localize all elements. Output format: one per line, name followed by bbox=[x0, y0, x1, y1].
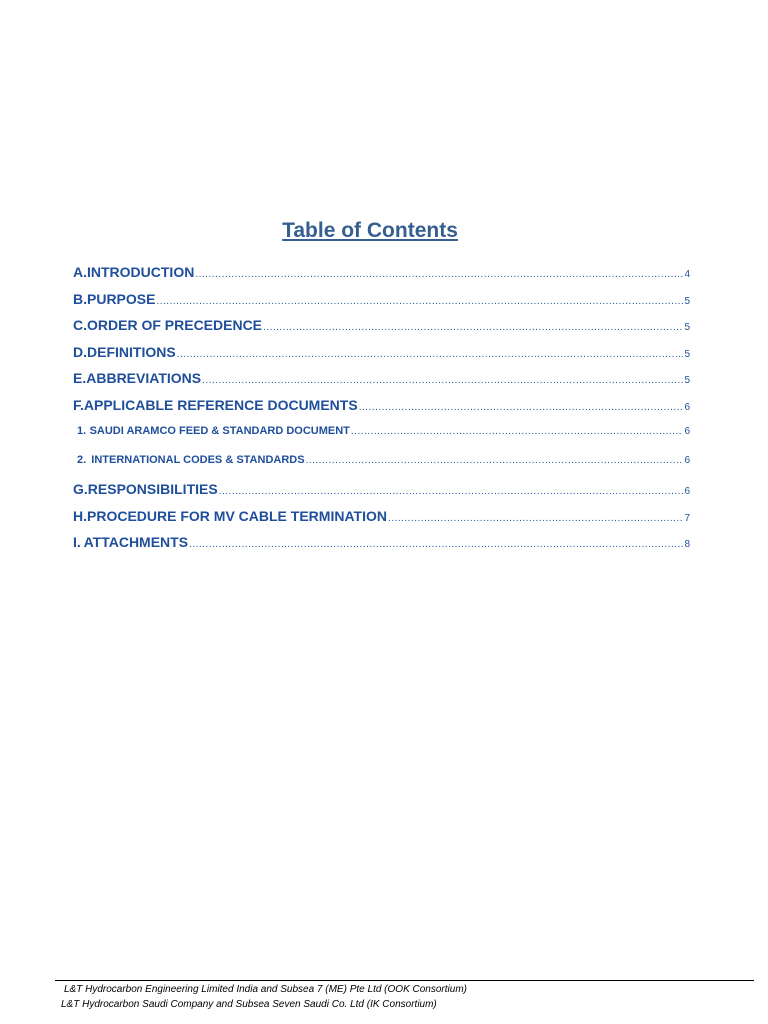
toc-entry-label: H. bbox=[73, 507, 87, 524]
toc-entry-responsibilities[interactable] bbox=[73, 481, 690, 508]
toc-entry-attachments[interactable] bbox=[73, 534, 690, 561]
toc-leader-dots bbox=[263, 322, 683, 333]
toc-subentry-international-codes[interactable] bbox=[73, 452, 690, 481]
toc-entry-page: 7 bbox=[684, 512, 690, 524]
toc-entry-text: APPLICABLE REFERENCE DOCUMENTS bbox=[83, 396, 358, 413]
toc-entry-abbreviations[interactable] bbox=[73, 370, 690, 397]
toc-entry-label: C. bbox=[73, 317, 87, 333]
toc-entry-label: F. bbox=[73, 396, 84, 413]
toc-entry-label: G. bbox=[73, 481, 88, 497]
toc-entry-page: 6 bbox=[684, 486, 690, 497]
toc-entry-page: 4 bbox=[684, 269, 690, 280]
toc-entry-label: 1. bbox=[77, 425, 87, 437]
toc-entry-page: 8 bbox=[684, 539, 690, 550]
toc-entry-text: PURPOSE bbox=[87, 290, 156, 307]
toc-leader-dots bbox=[306, 455, 684, 466]
table-of-contents bbox=[73, 264, 690, 561]
toc-leader-dots bbox=[351, 426, 684, 437]
toc-entry-label: 2. bbox=[77, 454, 87, 466]
toc-leader-dots bbox=[388, 513, 683, 524]
toc-entry-applicable-reference-documents[interactable] bbox=[73, 397, 690, 424]
toc-entry-page: 5 bbox=[684, 348, 690, 360]
toc-entry-label: B. bbox=[73, 290, 87, 307]
toc-entry-text: RESPONSIBILITIES bbox=[87, 481, 218, 497]
toc-entry-page: 6 bbox=[684, 401, 690, 413]
toc-entry-page: 5 bbox=[684, 375, 690, 386]
toc-leader-dots bbox=[156, 296, 683, 307]
toc-entry-label: A. bbox=[73, 264, 87, 280]
toc-entry-text: SAUDI ARAMCO FEED & STANDARD DOCUMENT bbox=[89, 425, 350, 437]
toc-entry-text: DEFINITIONS bbox=[87, 343, 176, 360]
toc-entry-text: ORDER OF PRECEDENCE bbox=[87, 317, 263, 333]
toc-entry-page: 5 bbox=[684, 295, 690, 307]
toc-entry-page: 5 bbox=[684, 322, 690, 333]
toc-entry-page: 6 bbox=[684, 455, 690, 466]
toc-subentry-saudi-aramco-feed[interactable] bbox=[73, 423, 690, 452]
toc-leader-dots bbox=[177, 349, 684, 360]
toc-entry-page: 6 bbox=[684, 426, 690, 437]
toc-entry-label: E. bbox=[73, 370, 87, 386]
toc-entry-text: ATTACHMENTS bbox=[83, 534, 189, 550]
toc-leader-dots bbox=[359, 402, 684, 413]
toc-entry-text: INTERNATIONAL CODES & STANDARDS bbox=[91, 454, 305, 466]
toc-leader-dots bbox=[202, 375, 683, 386]
toc-title: Table of Contents bbox=[282, 219, 458, 242]
toc-leader-dots bbox=[219, 486, 684, 497]
toc-leader-dots bbox=[189, 539, 683, 550]
toc-entry-definitions[interactable] bbox=[73, 344, 690, 371]
footer-line-2: L&T Hydrocarbon Saudi Company and Subsea Seven Saudi Co. Ltd (IK Consortium) bbox=[61, 999, 437, 1010]
toc-entry-label: I. bbox=[73, 534, 81, 550]
toc-entry-text: INTRODUCTION bbox=[87, 264, 195, 280]
toc-entry-purpose[interactable] bbox=[73, 291, 690, 318]
toc-leader-dots bbox=[195, 269, 683, 280]
footer-divider bbox=[55, 980, 754, 981]
toc-entry-introduction[interactable] bbox=[73, 264, 690, 291]
toc-entry-order-of-precedence[interactable] bbox=[73, 317, 690, 344]
toc-entry-text: PROCEDURE FOR MV CABLE TERMINATION bbox=[87, 507, 387, 524]
toc-entry-procedure-mv-cable[interactable] bbox=[73, 508, 690, 535]
footer-line-1: L&T Hydrocarbon Engineering Limited India and Subsea 7 (ME) Pte Ltd (OOK Consortium) bbox=[64, 984, 467, 995]
toc-entry-text: ABBREVIATIONS bbox=[86, 370, 202, 386]
toc-entry-label: D. bbox=[73, 343, 87, 360]
